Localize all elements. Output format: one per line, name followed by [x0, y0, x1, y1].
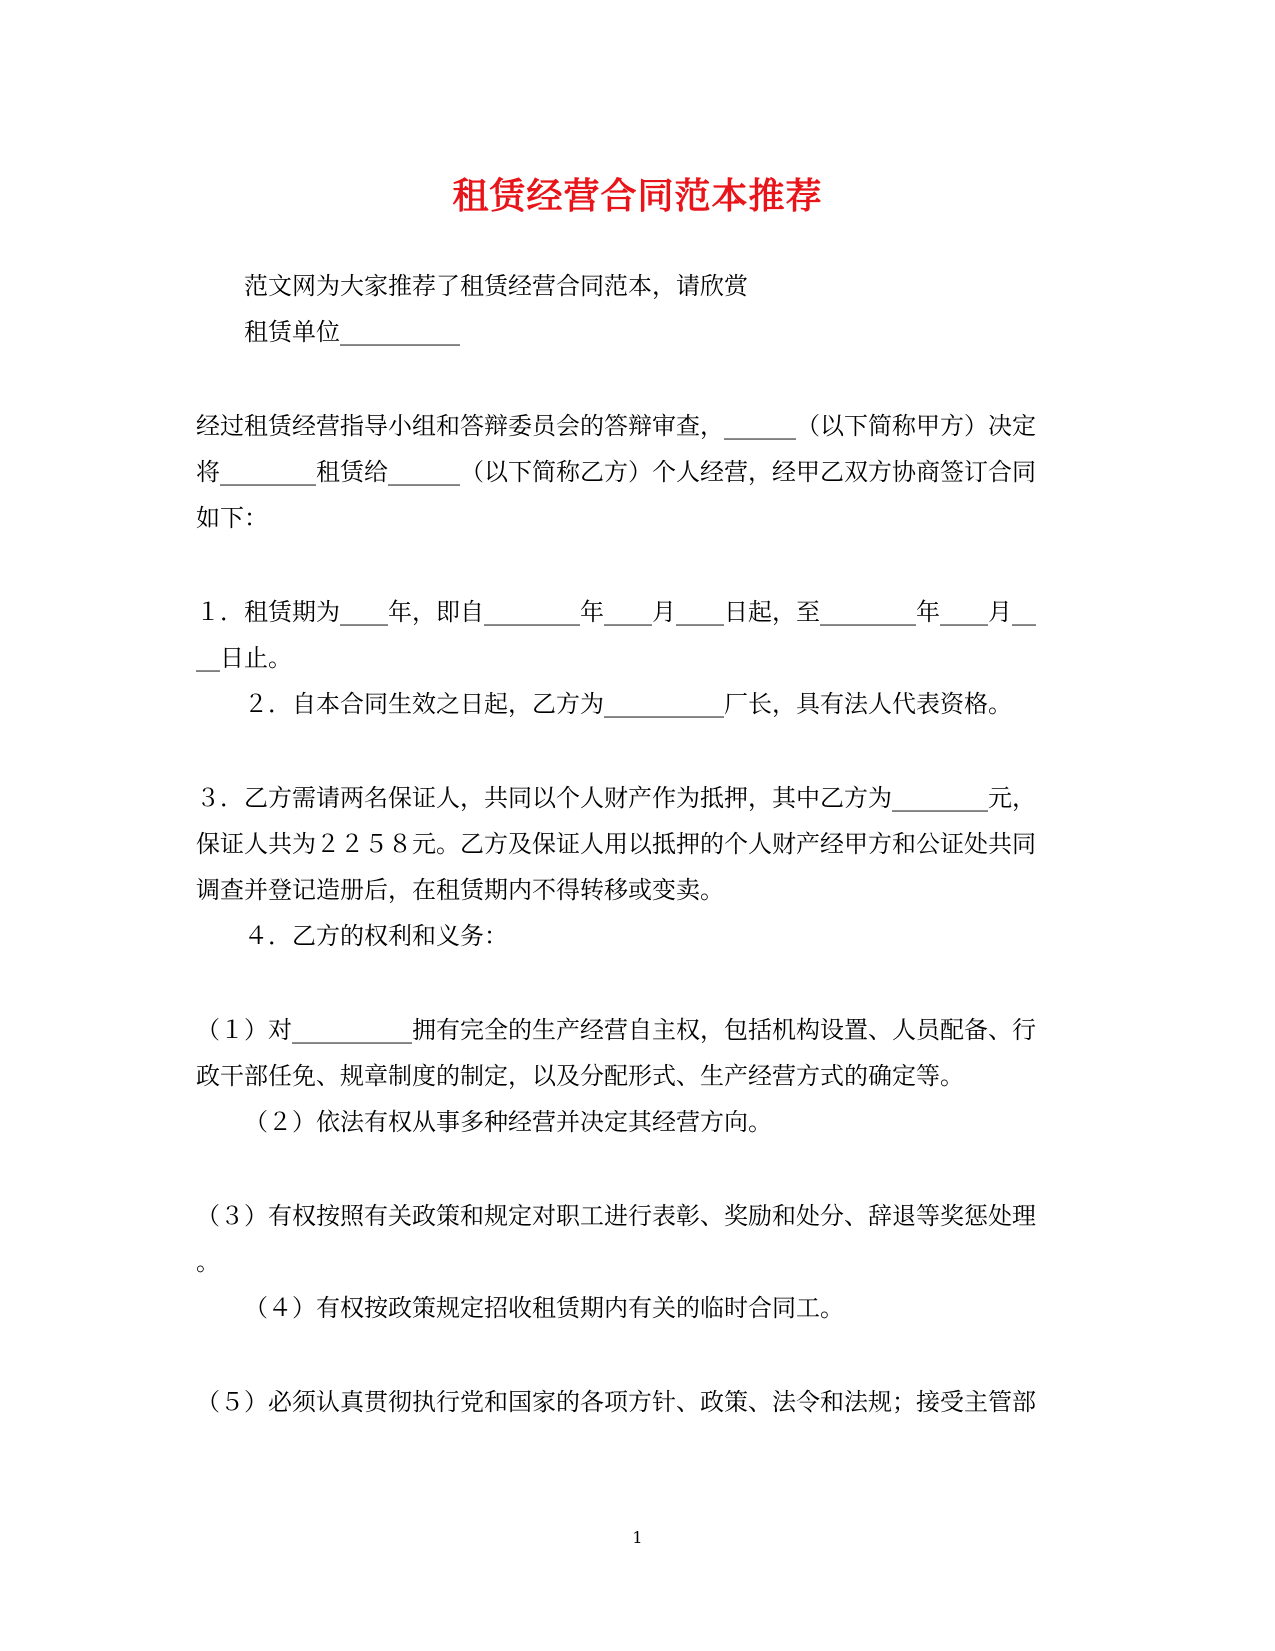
- preamble-line-2: 将________租赁给______（以下简称乙方）个人经营，经甲乙双方协商签订合同: [196, 458, 1036, 486]
- item-5-line-1: （５）必须认真贯彻执行党和国家的各项方针、政策、法令和法规；接受主管部: [196, 1388, 1036, 1416]
- item-4-line: （４）有权按政策规定招收租赁期内有关的临时合同工。: [244, 1294, 844, 1322]
- clause-4-heading: ４．乙方的权利和义务：: [244, 922, 508, 950]
- clause-3-line-1: ３．乙方需请两名保证人，共同以个人财产作为抵押，其中乙方为________元，: [196, 784, 1036, 812]
- preamble-line-3: 如下：: [196, 504, 268, 532]
- clause-1-line-1: １．租赁期为____年，即自________年____月____日起，至________年____月__: [196, 598, 1036, 626]
- item-1-line-2: 政干部任免、规章制度的制定，以及分配形式、生产经营方式的确定等。: [196, 1062, 964, 1090]
- page-number: 1: [632, 1528, 643, 1547]
- item-2-line: （２）依法有权从事多种经营并决定其经营方向。: [244, 1108, 772, 1136]
- clause-3-line-3: 调查并登记造册后，在租赁期内不得转移或变卖。: [196, 876, 724, 904]
- intro-line: 范文网为大家推荐了租赁经营合同范本，请欣赏: [244, 272, 748, 300]
- preamble-line-1: 经过租赁经营指导小组和答辩委员会的答辩审查，______（以下简称甲方）决定: [196, 412, 1036, 440]
- lessor-unit-line: 租赁单位__________: [244, 318, 460, 346]
- item-3-line-1: （３）有权按照有关政策和规定对职工进行表彰、奖励和处分、辞退等奖惩处理: [196, 1202, 1036, 1230]
- item-1-line-1: （１）对__________拥有完全的生产经营自主权，包括机构设置、人员配备、行: [196, 1016, 1036, 1044]
- clause-3-line-2: 保证人共为２２５８元。乙方及保证人用以抵押的个人财产经甲方和公证处共同: [196, 830, 1036, 858]
- clause-1-line-2: __日止。: [196, 644, 292, 672]
- item-3-line-2: 。: [196, 1248, 220, 1276]
- document-title: 租赁经营合同范本推荐: [452, 175, 823, 217]
- clause-2-line: ２．自本合同生效之日起，乙方为__________厂长，具有法人代表资格。: [244, 690, 1012, 718]
